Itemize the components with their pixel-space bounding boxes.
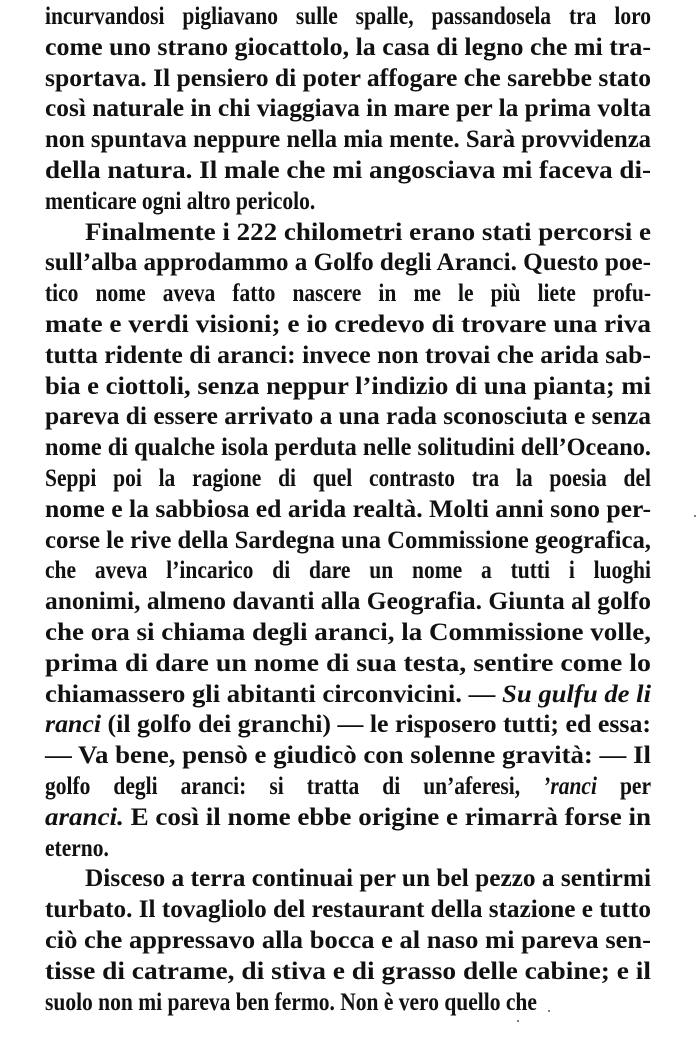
line-text [45,556,651,587]
text-line [45,526,651,557]
text-run: nome di qualche isola perduta nelle solitudini dell’Oceano. [45,434,651,462]
text-run: chiamassero gli abitanti circonvicini. — [45,680,503,708]
text-run: — Va bene, pensò e giudicò con solenne gravità: — Il [45,742,651,770]
text-run: ciò che appressavo alla bocca e al naso mi pareva sen- [45,926,651,954]
text-line [45,341,651,372]
text-line [45,834,651,865]
text-run: bia e ciottoli, senza neppur l’indizio di una pianta; mi [45,372,651,400]
text-line [45,772,651,803]
text-run: Finalmente i 222 chilometri erano stati percorsi e [85,218,651,246]
text-line [45,895,651,926]
text-line [45,33,651,64]
line-text [45,64,651,95]
italic-run: Su gulfu de li [502,680,651,708]
paragraph [45,864,651,1018]
line-text [45,957,651,988]
text-run: così naturale in chi viaggiava in mare per la prima volta [45,95,651,123]
line-text [45,372,651,403]
text-line [45,803,651,834]
line-text [45,587,651,618]
line-text [45,741,651,772]
line-text [45,464,651,495]
text-run: per [596,772,651,800]
text-line [45,649,651,680]
line-text [45,125,651,156]
line-text [45,248,651,279]
text-run: non spuntava neppure nella mia mente. Sarà provvidenza [45,126,651,154]
line-text [45,710,651,741]
text-run: E così il nome ebbe origine e rimarrà forse in [123,803,651,831]
text-run: tutta ridente di aranci: invece non trovai che arida sab- [45,341,652,369]
line-text [45,895,651,926]
text-line [45,741,651,772]
text-line [45,372,651,403]
print-speck [517,1020,519,1022]
line-text [45,988,537,1019]
italic-run: ’ranci [543,772,597,800]
text-run: (il golfo dei granchi) — le risposero tutti; ed essa: [101,711,651,739]
line-text [85,218,651,249]
text-line [45,2,651,33]
line-text [45,33,651,64]
line-text [45,680,651,711]
line-text [45,433,651,464]
line-text [45,834,109,865]
line-text [45,926,651,957]
text-line [45,556,651,587]
line-text [45,495,651,526]
text-run: suolo non mi pareva ben fermo. Non è vero quello che [45,988,537,1016]
text-run: tico nome aveva fatto nascere in me le più liete profu- [45,280,651,308]
text-run: incurvandosi pigliavano sulle spalle, passandosela tra loro [45,3,651,30]
text-run: nome e la sabbiosa ed arida realtà. Molti anni sono per- [45,495,651,523]
text-line [45,402,651,433]
line-text [45,526,651,557]
text-line [45,495,651,526]
text-line [45,710,651,741]
text-run: Disceso a terra continuai per un bel pezzo a sentirmi [85,865,651,893]
line-text [45,94,651,125]
text-run: eterno. [45,834,109,862]
text-line [45,187,651,218]
text-run: mate e verdi visioni; e io credevo di trovare una riva [45,310,651,338]
line-text [85,864,651,895]
text-line [45,218,651,249]
line-text [45,618,651,649]
text-line [45,988,651,1019]
paragraph [45,2,651,218]
text-line [45,618,651,649]
book-page [45,2,651,1018]
line-text [45,187,315,218]
text-run: tisse di catrame, di stiva e di grasso delle cabine; e il [45,957,651,985]
text-line [45,279,651,310]
line-text [45,310,651,341]
text-run: che ora si chiama degli aranci, la Commissione volle, [45,618,651,646]
text-run: come uno strano giocattolo, la casa di legno che mi tra- [45,33,651,61]
line-text [45,156,651,187]
line-text [45,279,651,310]
line-text [45,2,651,33]
text-run: prima di dare un nome di sua testa, sentire come lo [45,649,651,677]
text-line [45,156,651,187]
paragraph [45,218,651,865]
text-run: menticare ogni altro pericolo. [45,187,316,215]
line-text [45,402,651,433]
text-run: sportava. Il pensiero di poter affogare che sarebbe stato [45,64,651,92]
text-line [45,587,651,618]
text-line [45,125,651,156]
text-run: pareva di essere arrivato a una rada sconosciuta e senza [45,403,651,431]
line-text [45,649,651,680]
text-run: corse le rive della Sardegna una Commissione geografica, [45,526,651,554]
text-line [45,64,651,95]
text-line [45,310,651,341]
text-run: golfo degli aranci: si tratta di un’aferesi, [45,772,544,800]
text-run: turbato. Il tovagliolo del restaurant della stazione e tutto [45,896,651,924]
text-run: anonimi, almeno davanti alla Geografia. Giunta al golfo [45,588,652,616]
print-speck [548,1010,550,1012]
text-line [45,94,651,125]
text-run: sull’alba approdammo a Golfo degli Aranci. Questo poe- [45,249,651,277]
text-run: della natura. Il male che mi angosciava mi faceva di- [45,156,651,184]
text-line [45,680,651,711]
text-line [45,864,651,895]
text-run: Seppi poi la ragione di quel contrasto tra la poesia del [45,464,651,492]
italic-run: aranci. [45,803,124,831]
italic-run: ranci [45,711,102,739]
text-line [45,926,651,957]
text-line [45,464,651,495]
line-text [45,341,651,372]
print-speck [694,515,696,517]
text-line [45,433,651,464]
line-text [45,803,651,834]
line-text [45,772,651,803]
text-run: che aveva l’incarico di dare un nome a tutti i luoghi [45,557,651,585]
text-line [45,957,651,988]
text-line [45,248,651,279]
